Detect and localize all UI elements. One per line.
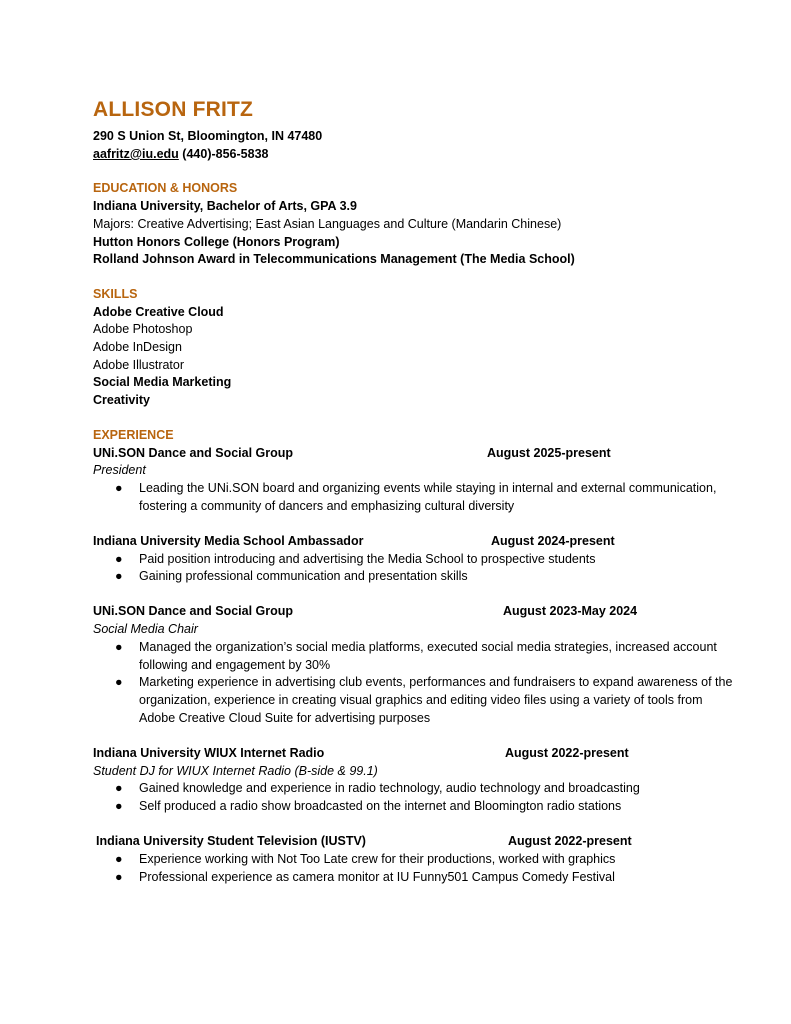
experience-entry — [93, 533, 733, 586]
experience-entry — [93, 833, 733, 886]
organization-name: UNi.SON Dance and Social Group — [93, 445, 294, 460]
honors-college: Hutton Honors College (Honors Program) — [93, 234, 340, 249]
organization-name: Indiana University Media School Ambassador — [93, 533, 364, 548]
bullet-text: Marketing experience in advertising club events, performances and fundraisers to expand awareness of the organization, experience in creating visual graphics and editing video files using a variety of tools from Adobe Creative Cloud Suite for advertising purposes — [139, 675, 733, 725]
skill-group: Creativity — [93, 393, 150, 408]
applicant-name: ALLISON FRITZ — [93, 98, 254, 121]
organization-name: Indiana University WIUX Internet Radio — [93, 745, 325, 760]
bullet-text: Self produced a radio show broadcasted on the internet and Bloomington radio stations — [139, 798, 622, 813]
date-range: August 2022-present — [505, 745, 629, 760]
experience-entry — [93, 445, 733, 516]
organization-name: UNi.SON Dance and Social Group — [93, 604, 294, 619]
skills-heading: SKILLS — [93, 286, 138, 301]
experience-entry — [93, 745, 733, 816]
phone-number: (440)-856-5838 — [182, 146, 269, 161]
skill-item: Adobe Illustrator — [93, 357, 185, 372]
degree: Indiana University, Bachelor of Arts, GPA 3.9 — [93, 199, 357, 214]
award: Rolland Johnson Award in Telecommunications Management (The Media School) — [93, 252, 575, 267]
skill-group: Social Media Marketing — [93, 375, 232, 390]
email-link[interactable]: aafritz@iu.edu — [93, 146, 179, 161]
bullet-icon: ● — [115, 869, 123, 884]
bullet-text: Gained knowledge and experience in radio technology, audio technology and broadcasting — [139, 781, 640, 796]
bullet-icon: ● — [115, 551, 123, 566]
resume-header — [93, 96, 733, 163]
bullet-text: Gaining professional communication and presentation skills — [139, 569, 468, 584]
date-range: August 2024-present — [491, 533, 615, 548]
experience-entry — [93, 603, 733, 727]
date-range: August 2023-May 2024 — [503, 604, 638, 619]
address: 290 S Union St, Bloomington, IN 47480 — [93, 129, 323, 143]
bullet-item — [93, 780, 733, 798]
skill-group: Adobe Creative Cloud — [93, 304, 224, 319]
role-title: President — [93, 463, 146, 478]
bullet-text: Experience working with Not Too Late crew for their productions, worked with graphics — [139, 851, 616, 866]
role-title: Student DJ for WIUX Internet Radio (B-side & 99.1) — [93, 763, 378, 778]
bullet-item — [93, 568, 733, 586]
bullet-item — [93, 551, 733, 569]
bullet-icon: ● — [115, 798, 123, 813]
bullet-icon: ● — [115, 851, 123, 866]
bullet-text: Leading the UNi.SON board and organizing events while staying in internal and external communication, fostering a community of dancers and emphasizing cultural diversity — [139, 480, 717, 513]
bullet-text: Paid position introducing and advertising the Media School to prospective students — [139, 551, 596, 566]
bullet-icon: ● — [115, 781, 123, 796]
organization-name: Indiana University Student Television (IUSTV) — [96, 834, 366, 849]
bullet-text: Managed the organization’s social media platforms, executed social media strategies, increased account following and engagement by 30% — [139, 639, 717, 672]
bullet-item — [93, 869, 733, 887]
majors: Majors: Creative Advertising; East Asian Languages and Culture (Mandarin Chinese) — [93, 216, 562, 231]
bullet-item — [93, 639, 733, 674]
experience-section — [93, 427, 733, 886]
date-range: August 2022-present — [508, 834, 632, 849]
skill-item: Adobe InDesign — [93, 340, 182, 355]
role-title: Social Media Chair — [93, 622, 198, 637]
skills-section — [93, 286, 733, 410]
date-range: August 2025-present — [487, 445, 611, 460]
bullet-icon: ● — [115, 675, 123, 690]
experience-heading: EXPERIENCE — [93, 427, 174, 442]
bullet-icon: ● — [115, 639, 123, 654]
bullet-item — [93, 480, 733, 515]
bullet-text: Professional experience as camera monitor at IU Funny501 Campus Comedy Festival — [139, 869, 615, 884]
contact-line — [93, 146, 733, 164]
bullet-item — [93, 851, 733, 869]
bullet-icon: ● — [115, 569, 123, 584]
bullet-item — [93, 674, 733, 727]
education-heading: EDUCATION & HONORS — [93, 181, 238, 196]
resume-page — [93, 96, 733, 886]
bullet-icon: ● — [115, 480, 123, 495]
skill-item: Adobe Photoshop — [93, 322, 193, 337]
education-section — [93, 180, 733, 269]
bullet-item — [93, 798, 733, 816]
